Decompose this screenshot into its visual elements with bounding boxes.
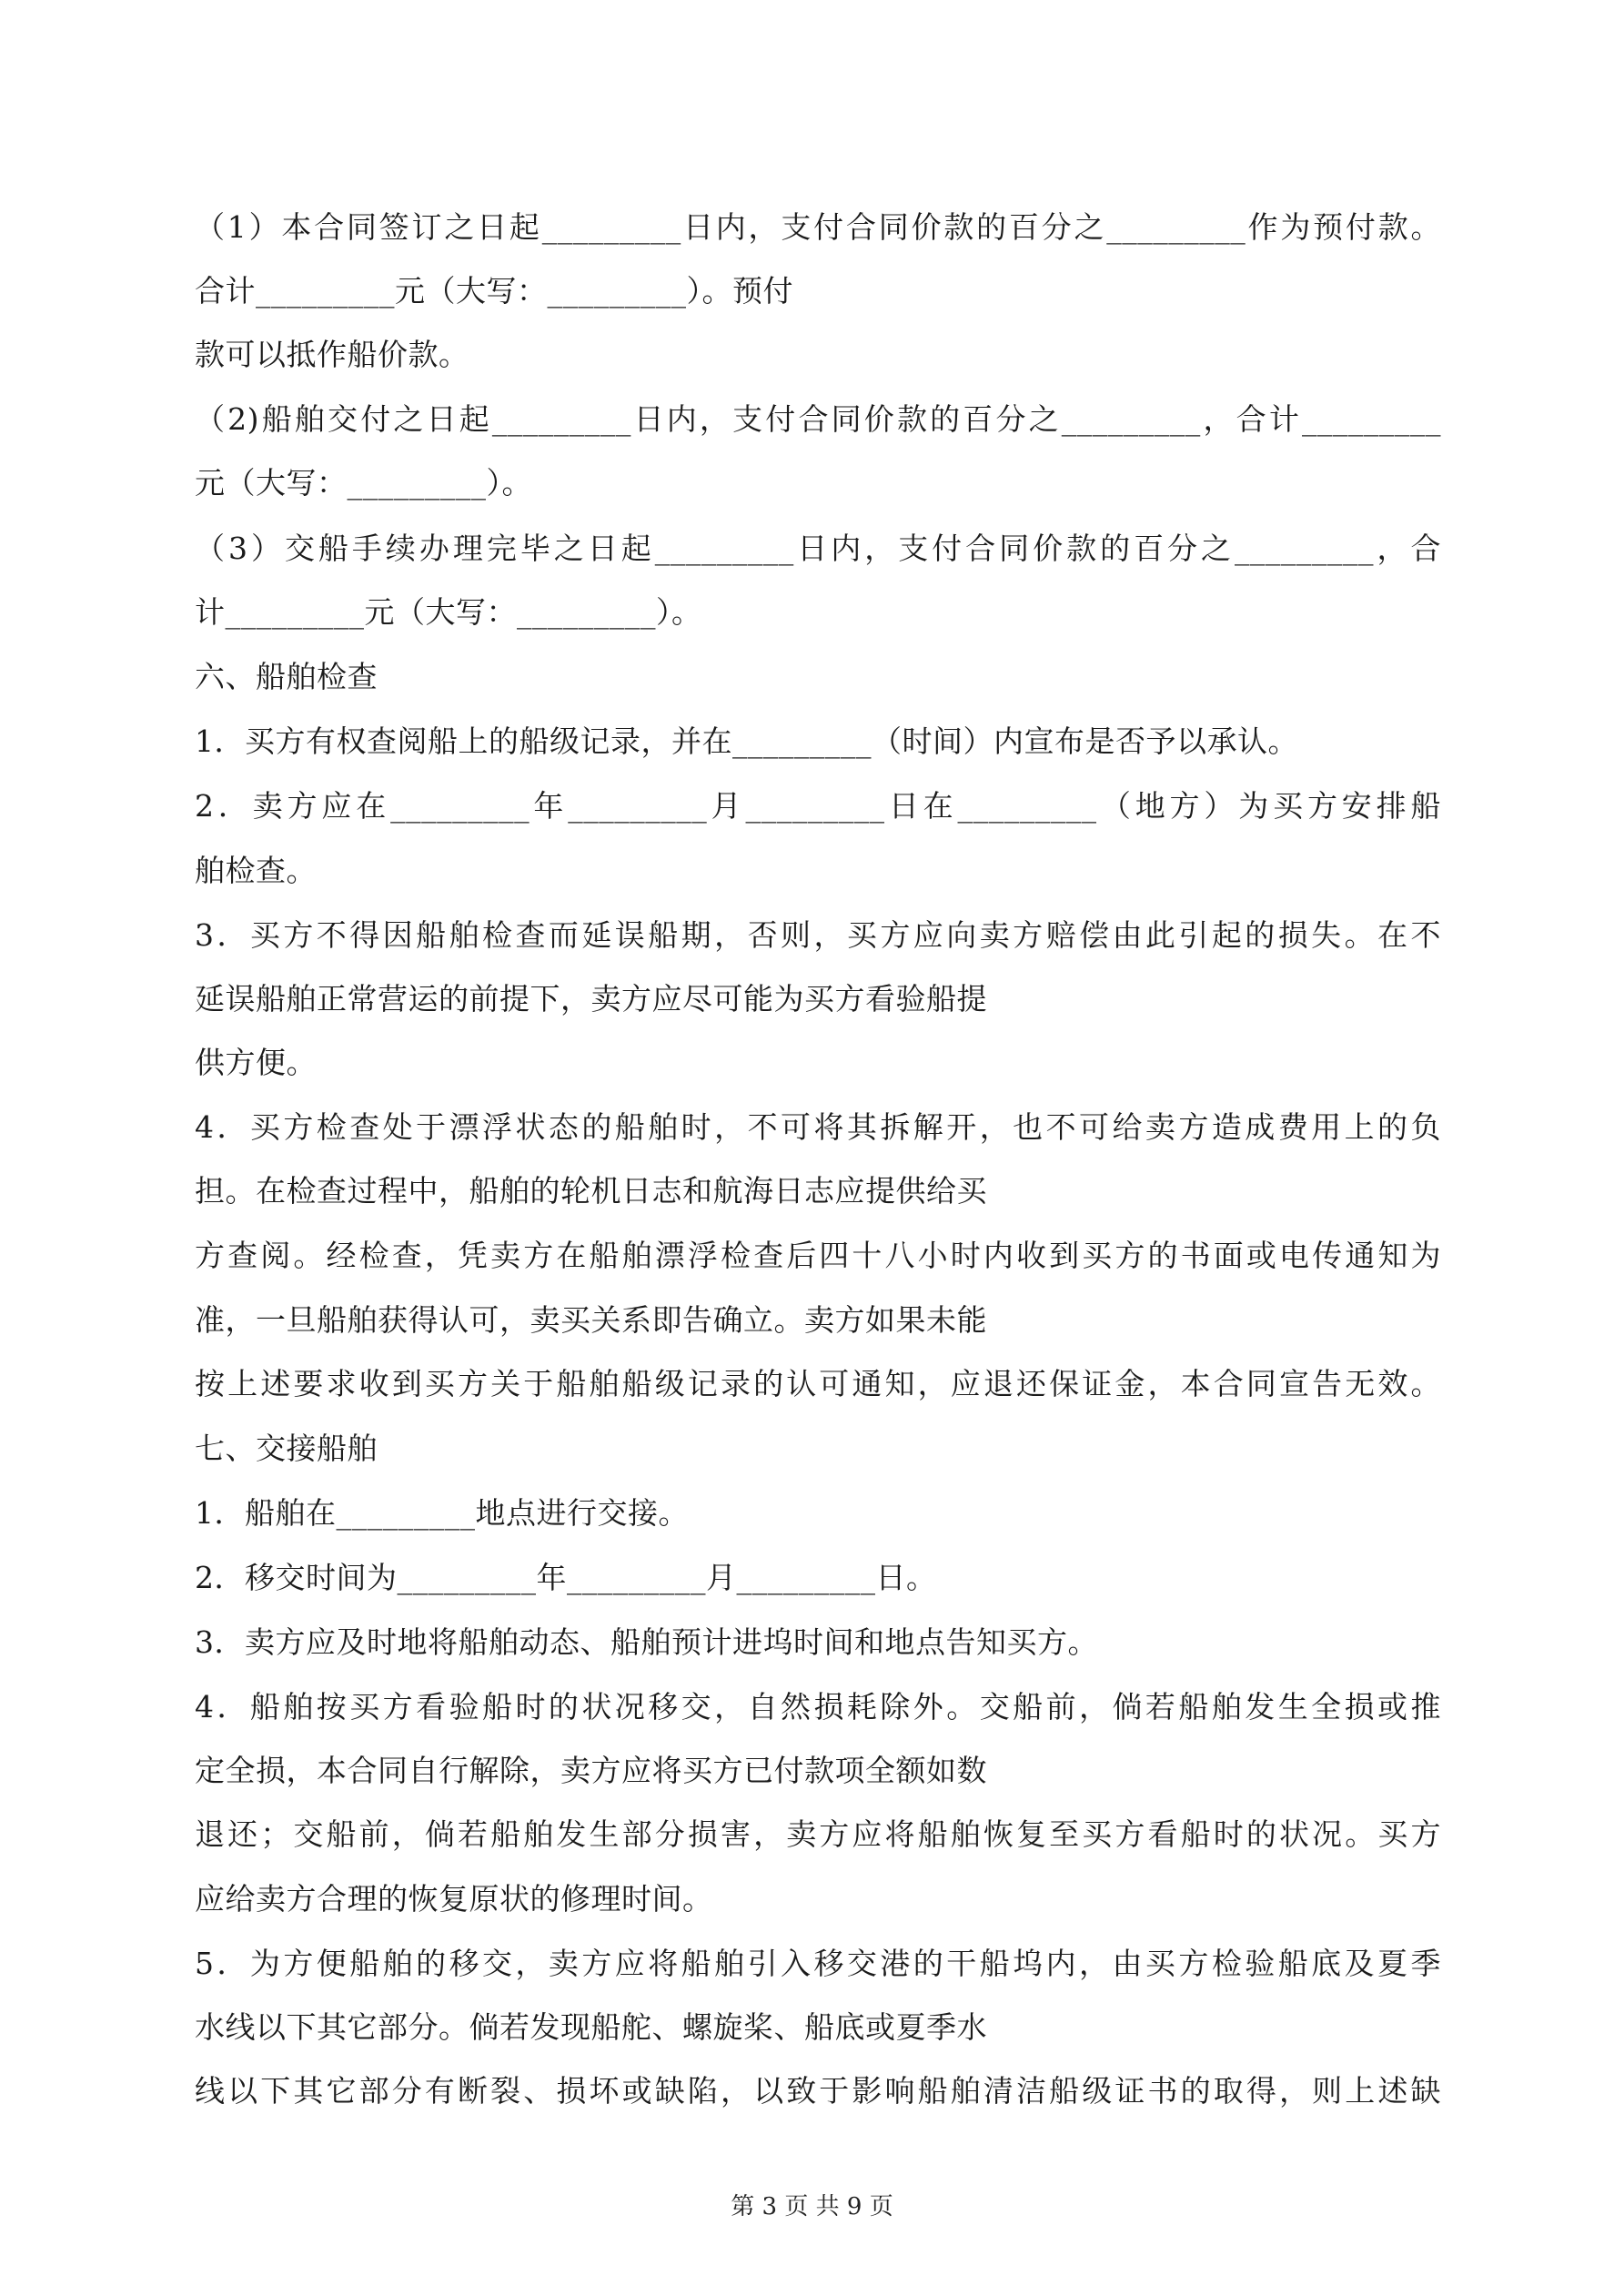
paragraph-line: 计_________元（大写：_________）。 — [195, 594, 702, 630]
paragraph-line: 延误船舶正常营运的前提下，卖方应尽可能为买方看验船提 — [195, 981, 987, 1017]
paragraph-line: 3．买方不得因船舶检查而延误船期，否则，买方应向卖方赔偿由此引起的损失。在不 — [195, 917, 1441, 953]
paragraph-line: （2)船舶交付之日起_________日内，支付合同价款的百分之_________，合计_________ — [195, 401, 1441, 437]
paragraph-line: 合计_________元（大写：_________）。预付 — [195, 273, 793, 308]
paragraph-line: 2．移交时间为_________年_________月_________日。 — [195, 1560, 937, 1595]
paragraph-line: 担。在检查过程中，船舶的轮机日志和航海日志应提供给买 — [195, 1173, 987, 1209]
page-number: 第 3 页 共 9 页 — [731, 2193, 893, 2220]
section-heading: 六、船舶检查 — [195, 659, 378, 694]
paragraph-line: 4．船舶按买方看验船时的状况移交，自然损耗除外。交船前，倘若船舶发生全损或推 — [195, 1689, 1441, 1725]
paragraph-line: 款可以抵作船价款。 — [195, 337, 469, 372]
paragraph-line: 定全损，本合同自行解除，卖方应将买方已付款项全额如数 — [195, 1753, 987, 1788]
paragraph-line: 1．船舶在_________地点进行交接。 — [195, 1495, 689, 1531]
paragraph-line: 舶检查。 — [195, 853, 317, 888]
paragraph-line: （3）交船手续办理完毕之日起_________日内，支付合同价款的百分之_________，合 — [195, 531, 1441, 566]
paragraph-line: 退还；交船前，倘若船舶发生部分损害，卖方应将船舶恢复至买方看船时的状况。买方 — [195, 1816, 1441, 1852]
paragraph-line: 按上述要求收到买方关于船舶船级记录的认可通知，应退还保证金，本合同宣告无效。 — [195, 1366, 1441, 1401]
paragraph-line: 4．买方检查处于漂浮状态的船舶时，不可将其拆解开，也不可给卖方造成费用上的负 — [195, 1109, 1441, 1145]
section-heading: 七、交接船舶 — [195, 1431, 378, 1466]
paragraph-line: 5．为方便船舶的移交，卖方应将船舶引入移交港的干船坞内，由买方检验船底及夏季 — [195, 1946, 1441, 1981]
paragraph-line: 水线以下其它部分。倘若发现船舵、螺旋桨、船底或夏季水 — [195, 2009, 987, 2045]
paragraph-line: 供方便。 — [195, 1045, 317, 1080]
paragraph-line: 元（大写：_________）。 — [195, 465, 532, 501]
paragraph-line: 1．买方有权查阅船上的船级记录，并在_________（时间）内宣布是否予以承认。 — [195, 723, 1298, 759]
paragraph-line: 方查阅。经检查，凭卖方在船舶漂浮检查后四十八小时内收到买方的书面或电传通知为 — [195, 1238, 1441, 1273]
paragraph-line: （1）本合同签订之日起_________日内，支付合同价款的百分之_________作为预付款。 — [195, 209, 1441, 245]
paragraph-line: 线以下其它部分有断裂、损坏或缺陷，以致于影响船舶清洁船级证书的取得，则上述缺 — [195, 2073, 1441, 2109]
paragraph-line: 2．卖方应在_________年_________月_________日在_________（地方）为买方安排船 — [195, 788, 1441, 824]
paragraph-line: 准，一旦船舶获得认可，卖买关系即告确立。卖方如果未能 — [195, 1302, 987, 1338]
paragraph-line: 3．卖方应及时地将船舶动态、船舶预计进坞时间和地点告知买方。 — [195, 1624, 1098, 1660]
paragraph-line: 应给卖方合理的恢复原状的修理时间。 — [195, 1881, 713, 1917]
